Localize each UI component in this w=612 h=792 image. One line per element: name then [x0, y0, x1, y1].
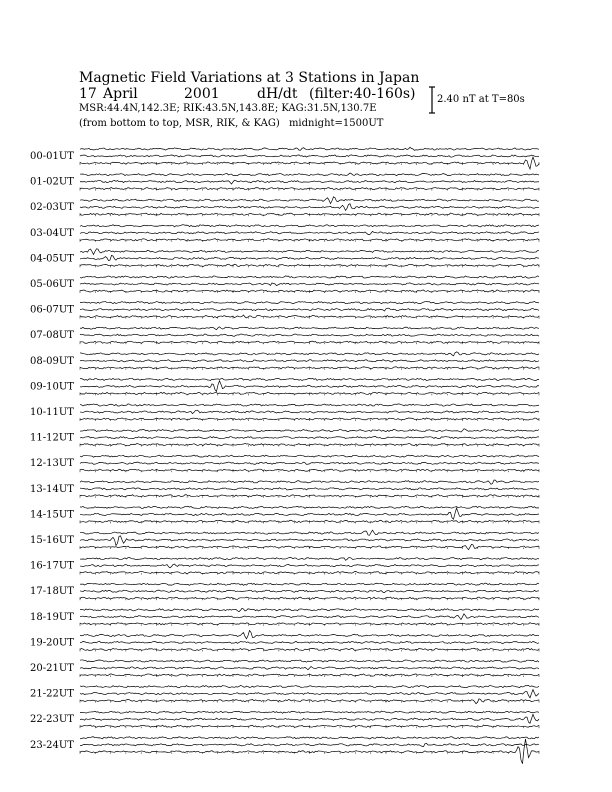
- trace-rik: [80, 308, 539, 311]
- hour-label: 16-17UT: [30, 560, 74, 572]
- hour-label: 23-24UT: [30, 739, 74, 751]
- filter-label: (filter:40-160s): [309, 86, 416, 102]
- hour-panel: [30, 685, 539, 703]
- hour-label: 05-06UT: [30, 279, 74, 290]
- trace-rik: [80, 437, 539, 439]
- trace-rik: [80, 155, 539, 157]
- chart-title: Magnetic Field Variations at 3 Stations in Japan: [79, 70, 420, 86]
- trace-kag: [80, 197, 539, 204]
- trace-kag: [80, 225, 539, 227]
- hour-label: 06-07UT: [30, 304, 74, 316]
- trace-rik: [80, 255, 539, 260]
- hour-panel: [30, 583, 539, 600]
- trace-kag: [80, 276, 539, 278]
- hour-label: 15-16UT: [30, 535, 74, 546]
- hour-label: 18-19UT: [30, 611, 74, 623]
- trace-rik: [80, 462, 539, 464]
- trace-kag: [80, 378, 539, 380]
- midnight-note: midnight=1500UT: [288, 118, 384, 129]
- trace-rik: [80, 641, 539, 643]
- trace-rik: [80, 360, 539, 362]
- scale-bar-label: 2.40 nT at T=80s: [437, 94, 525, 105]
- hour-panel: [30, 249, 539, 268]
- trace-rik: [80, 564, 539, 568]
- hour-label: 13-14UT: [30, 483, 74, 495]
- hour-label: 02-03UT: [30, 202, 74, 214]
- trace-rik: [80, 334, 539, 336]
- hour-panel: [30, 631, 539, 652]
- hour-panel: [30, 225, 539, 242]
- trace-kag: [80, 173, 539, 176]
- hour-label: 00-01UT: [30, 151, 74, 162]
- hour-label: 04-05UT: [30, 253, 74, 265]
- trace-rik: [80, 536, 539, 546]
- hour-label: 11-12UT: [30, 432, 74, 444]
- trace-rik: [80, 590, 539, 593]
- hour-panel: [30, 530, 539, 549]
- trace-rik: [80, 690, 539, 698]
- trace-rik: [80, 180, 539, 184]
- hour-panel: [30, 352, 539, 370]
- hour-panel: [30, 147, 539, 169]
- hour-label: 03-04UT: [30, 227, 74, 239]
- hour-panel: [30, 327, 539, 344]
- trace-rik: [80, 614, 539, 620]
- hour-label: 19-20UT: [30, 637, 74, 649]
- trace-rik: [80, 667, 539, 670]
- hour-panel: [30, 276, 539, 293]
- trace-rik: [80, 714, 539, 723]
- trace-rik: [80, 488, 539, 490]
- order-note-text: (from bottom to top, MSR, RIK, & KAG): [79, 118, 280, 129]
- trace-kag: [80, 558, 539, 561]
- hour-panel: [30, 608, 539, 625]
- date-day: 17: [79, 86, 97, 102]
- hour-panel: [30, 455, 539, 472]
- trace-kag: [80, 608, 539, 611]
- hour-panel: [30, 660, 539, 677]
- trace-rik: [80, 381, 539, 392]
- trace-rik: [80, 204, 539, 211]
- trace-kag: [80, 327, 539, 330]
- trace-kag: [80, 147, 539, 150]
- date-month: April: [103, 86, 138, 102]
- hour-label: 14-15UT: [30, 509, 74, 521]
- trace-rik: [80, 231, 539, 234]
- trace-rik: [80, 508, 539, 519]
- hour-panel: [30, 404, 539, 421]
- trace-kag: [80, 530, 539, 535]
- trace-kag: [80, 711, 539, 713]
- hour-panel: [30, 378, 539, 395]
- trace-kag: [80, 685, 539, 687]
- trace-kag: [80, 404, 539, 406]
- hour-panel: [30, 711, 539, 728]
- hour-panel: [30, 506, 539, 523]
- hour-panel: [30, 301, 539, 318]
- hour-label: 09-10UT: [30, 381, 74, 393]
- trace-rik: [80, 283, 539, 286]
- hour-label: 22-23UT: [30, 714, 74, 726]
- hour-panel: [30, 173, 539, 191]
- trace-rik: [80, 743, 539, 746]
- hour-label: 01-02UT: [30, 176, 74, 188]
- trace-rik: [80, 410, 539, 413]
- trace-kag: [80, 660, 539, 662]
- hour-label: 10-11UT: [30, 407, 74, 418]
- date-year: 2001: [184, 86, 220, 102]
- hour-panel: [30, 197, 539, 216]
- trace-kag: [80, 506, 539, 508]
- hour-panel: [30, 480, 539, 498]
- hour-panel: [30, 429, 539, 447]
- trace-kag: [80, 583, 539, 585]
- hour-label: 20-21UT: [30, 663, 74, 674]
- trace-kag: [80, 301, 539, 303]
- hour-panel: [30, 737, 539, 764]
- hour-label: 12-13UT: [30, 458, 74, 470]
- trace-kag: [80, 737, 539, 739]
- hour-label: 17-18UT: [30, 586, 74, 598]
- trace-kag: [80, 480, 539, 484]
- trace-kag: [80, 631, 539, 639]
- trace-kag: [80, 249, 539, 255]
- hour-label: 08-09UT: [30, 355, 74, 367]
- stations-line: MSR:44.4N,142.3E; RIK:43.5N,143.8E; KAG:31.5N,130.7E: [79, 103, 377, 114]
- trace-kag: [80, 352, 539, 356]
- trace-kag: [80, 429, 539, 432]
- hour-label: 21-22UT: [30, 688, 74, 700]
- hour-label: 07-08UT: [30, 330, 74, 342]
- hour-panel: [30, 558, 539, 575]
- trace-kag: [80, 455, 539, 457]
- quantity-label: dH/dt: [257, 86, 298, 102]
